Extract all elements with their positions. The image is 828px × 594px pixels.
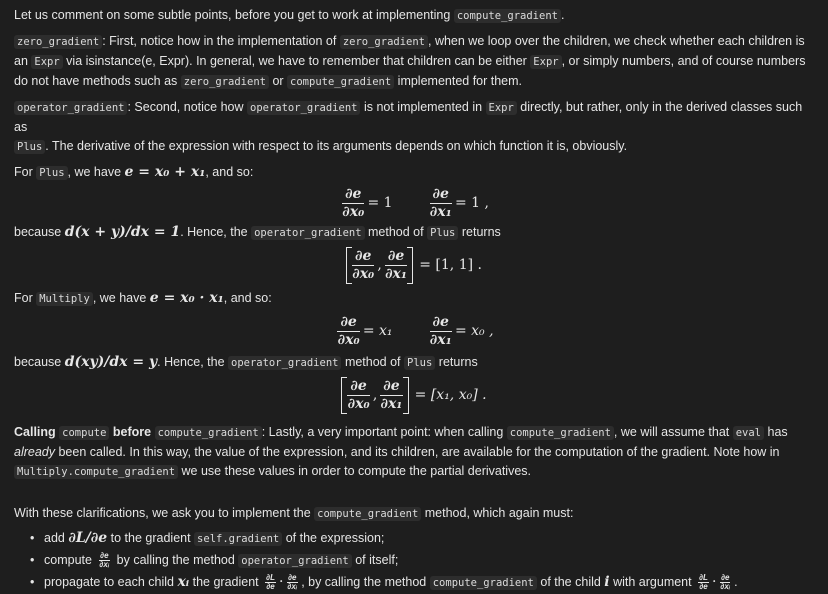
operator-gradient-paragraph: operator_gradient : Second, notice how operator_gradient is not implemented in Expr directly, but rather, only in the derived classes such as Plus . The derivative of the expression with respect to its arguments depends on which function it is, obviously. bbox=[14, 100, 803, 153]
zero-gradient-paragraph: zero_gradient : First, notice how in the implementation of zero_gradient , when we loop over the children, we check whether each children is an Expr via isinstance(e, Expr). In general, we have to remember that children can be either Expr , or simply numbers, and of course numbers do not have methods such as zero_gradient or compute_gradient implemented for them. bbox=[14, 34, 806, 88]
plus-derivatives: $\frac{\partial e}{\text{∂x₀}}$ = 1 $\frac{\partial e}{\text{∂x₁}}$ = 1 , bbox=[342, 185, 489, 220]
plus-because: because d(x + y)/dx = 1. Hence, the operator_gradient method of Plus returns bbox=[14, 224, 501, 240]
list-item: • add ∂L/∂e to the gradient self.gradient of the expression; bbox=[44, 528, 814, 550]
multiply-intro: For Multiply , we have e = x₀ · x₁, and so: bbox=[14, 290, 272, 306]
plus-result: $\frac{\partial e}{\text{∂x₀}}$ , $\frac{\partial e}{\text{∂x₁}}$ = [1, 1] . bbox=[14, 243, 814, 287]
requirements-list bbox=[14, 528, 814, 594]
list-item: • propagate to each child xᵢ the gradient $\frac{\partial L}{\partial e}$ · $\frac{\partial e}{\text{∂xᵢ}}$ , by calling the method compute_gradient of the child i with argument $\frac{\partial L}{\partial e}$ · $\frac{\partial e}{\text{∂xᵢ}}$ . bbox=[44, 572, 814, 594]
multiply-derivatives: $\frac{\partial e}{\text{∂x₀}}$ = x₁ $\frac{\partial e}{\text{∂x₁}}$ = x₀ , bbox=[337, 313, 494, 348]
plus-equation: e = x₀ + x₁ bbox=[124, 164, 206, 180]
calling-paragraph: Calling compute before compute_gradient : Lastly, a very important point: when calling compute_gradient , we will assume that eval has already been called. In this way, the value of the expression, and its children, are available for the computation of the gradient. Note how in Multiply.compute_gradient we use these values in order to compute the partial derivatives. bbox=[14, 425, 788, 478]
code-zero-gradient-label: zero_gradient bbox=[14, 35, 102, 49]
clarifications-paragraph: With these clarifications, we ask you to implement the compute_gradient method, which again must: bbox=[14, 506, 574, 520]
intro-paragraph: Let us comment on some subtle points, before you get to work at implementing compute_gradient . bbox=[14, 8, 565, 22]
multiply-result: $\frac{\partial e}{\text{∂x₀}}$ , $\frac{\partial e}{\text{∂x₁}}$ = [x₁, x₀] . bbox=[14, 373, 814, 417]
code-operator-gradient-label: operator_gradient bbox=[14, 101, 127, 115]
plus-intro: For Plus , we have e = x₀ + x₁, and so: bbox=[14, 164, 254, 180]
multiply-equation: e = x₀ · x₁ bbox=[149, 290, 224, 306]
list-item: • compute $\frac{\partial e}{\text{∂xᵢ}}$ by calling the method operator_gradient of itself; bbox=[44, 550, 814, 572]
code-compute-gradient: compute_gradient bbox=[454, 9, 561, 23]
multiply-because: because d(xy)/dx = y. Hence, the operator_gradient method of Plus returns bbox=[14, 354, 478, 370]
